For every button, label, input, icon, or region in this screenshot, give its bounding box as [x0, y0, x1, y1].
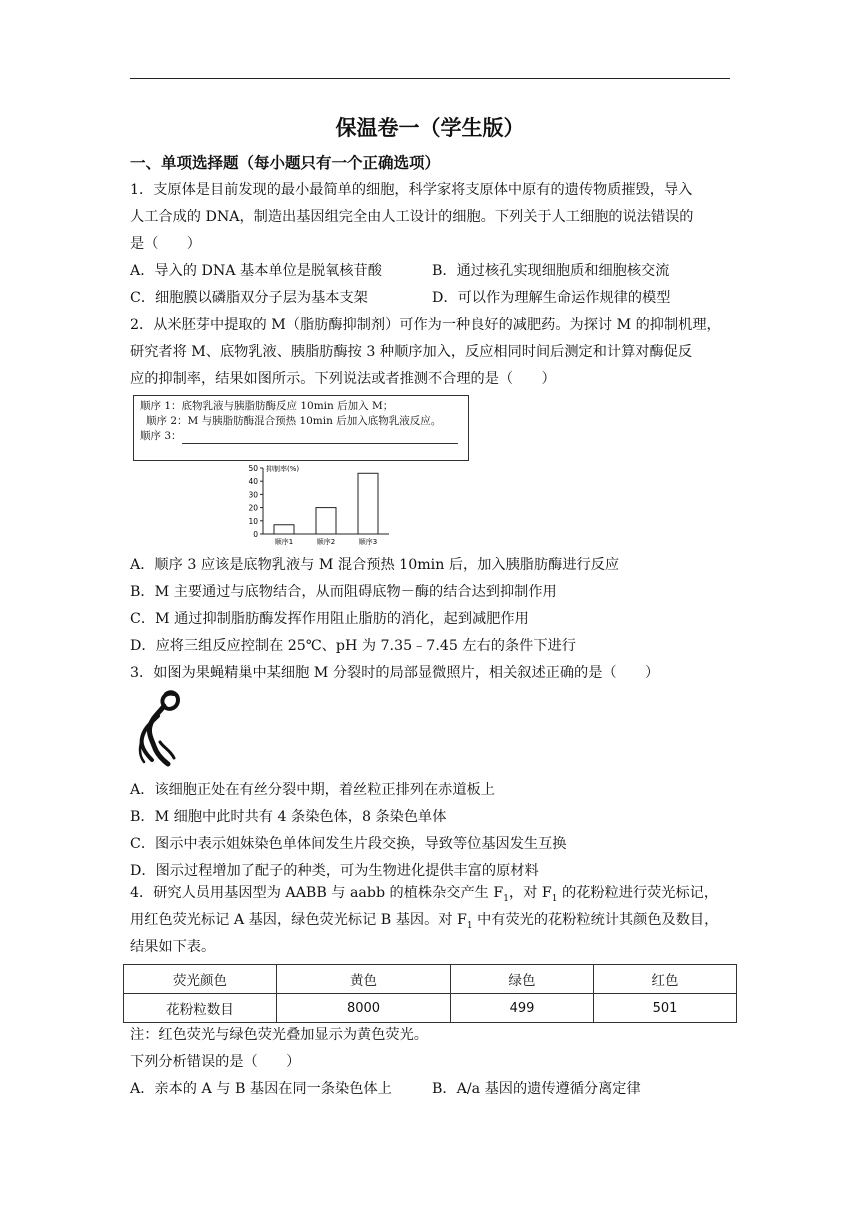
q4-stem-line-2: [130, 911, 718, 935]
q1-option-d: D．可以作为理解生命运作规律的模型: [432, 290, 671, 306]
procedure-3: 顺序 3：: [140, 430, 182, 442]
chart-plot: [248, 464, 389, 546]
y-tick-label: 0: [253, 530, 258, 539]
q4-ask: 下列分析错误的是（ ）: [130, 1054, 301, 1070]
table-header-row: [124, 965, 737, 994]
y-tick-label: 40: [248, 477, 258, 487]
q3-option-c: C．图示中表示姐妹染色单体间发生片段交换，导致等位基因发生互换: [130, 836, 567, 852]
page-title: 保温卷一（学生版）: [335, 116, 525, 140]
table-cell: 501: [594, 994, 737, 1023]
bar-顺序1: [274, 525, 294, 534]
q4-option-a: A．亲本的 A 与 B 基因在同一条染色体上: [130, 1081, 392, 1097]
q4-stem-2a: 用红色荧光标记 A 基因，绿色荧光标记 B 基因。对 F: [130, 912, 467, 928]
q4-stem-2-sub: 1: [466, 920, 473, 931]
procedure-3-row: [140, 429, 468, 444]
q1-stem-line-2: 人工合成的 DNA，制造出基因组完全由人工设计的细胞。下列关于人工细胞的说法错误的: [130, 209, 694, 225]
q1-option-a: A．导入的 DNA 基本单位是脱氧核苷酸: [130, 263, 382, 279]
table-row: [124, 994, 737, 1023]
q4-stem-1-sub2: 1: [551, 893, 558, 904]
table-header-cell: 荧光颜色: [124, 965, 277, 994]
y-tick-label: 50: [248, 464, 258, 473]
q2-option-b: B．M 主要通过与底物结合，从而阻碍底物－酶的结合达到抑制作用: [130, 584, 557, 600]
q4-stem-line-3: 结果如下表。: [130, 939, 216, 955]
table-cell: 499: [451, 994, 594, 1023]
procedure-3-blank: [182, 433, 458, 444]
q2-stem-line-2: 研究者将 M、底物乳液、胰脂肪酶按 3 种顺序加入，反应相同时间后测定和计算对酶促反: [130, 344, 693, 360]
q3-option-b: B．M 细胞中此时共有 4 条染色体，8 条染色单体: [130, 809, 447, 825]
q3-stem: 3．如图为果蝇精巢中某细胞 M 分裂时的局部显微照片，相关叙述正确的是（ ）: [130, 665, 660, 681]
q4-stem-1b: ，对 F: [508, 885, 552, 901]
q1-option-c: C．细胞膜以磷脂双分子层为基本支架: [130, 290, 368, 306]
q4-stem-1c: 的花粉粒进行荧光标记，: [557, 885, 719, 901]
y-tick-label: 20: [248, 503, 258, 513]
y-tick-label: 10: [248, 516, 258, 526]
bar-顺序3: [358, 473, 378, 534]
q3-option-a: A．该细胞正处在有丝分裂中期，着丝粒正排列在赤道板上: [130, 782, 495, 798]
q2-option-c: C．M 通过抑制脂肪酶发挥作用阻止脂肪的消化，起到减肥作用: [130, 611, 529, 627]
x-tick-label: 顺序3: [358, 538, 378, 546]
table-cell: 8000: [277, 994, 451, 1023]
table-header-cell: 红色: [594, 965, 737, 994]
inhibition-bar-chart: [225, 462, 395, 548]
bar-顺序2: [316, 508, 336, 534]
x-tick-label: 顺序2: [316, 538, 336, 546]
y-axis-label: 抑制率(%): [266, 465, 300, 473]
q4-note: 注：红色荧光与绿色荧光叠加显示为黄色荧光。: [130, 1027, 428, 1043]
q1-option-b: B．通过核孔实现细胞质和细胞核交流: [432, 263, 670, 279]
top-rule: [130, 78, 730, 79]
procedure-1: 顺序 1：底物乳液与胰脂肪酶反应 10min 后加入 M；: [140, 400, 394, 412]
procedure-box: [133, 395, 469, 461]
q2-option-a: A．顺序 3 应该是底物乳液与 M 混合预热 10min 后，加入胰脂肪酶进行反应: [130, 557, 620, 573]
procedure-2: 顺序 2：M 与胰脂肪酶混合预热 10min 后加入底物乳液反应。: [146, 415, 442, 427]
q2-stem-line-3: 应的抑制率，结果如图所示。下列说法或者推测不合理的是（ ）: [130, 371, 556, 387]
q4-stem-line-1: [130, 884, 718, 908]
q4-stem-1-sub: 1: [503, 893, 509, 904]
table-header-cell: 黄色: [277, 965, 451, 994]
q2-option-d: D．应将三组反应控制在 25℃、pH 为 7.35﹣7.45 左右的条件下进行: [130, 638, 576, 654]
table-header-cell: 绿色: [451, 965, 594, 994]
x-tick-label: 顺序1: [274, 538, 294, 546]
table-cell: 花粉粒数目: [124, 994, 277, 1023]
q4-stem-1a: 4．研究人员用基因型为 AABB 与 aabb 的植株杂交产生 F: [130, 885, 504, 901]
q2-stem-line-1: 2．从米胚芽中提取的 M（脂肪酶抑制剂）可作为一种良好的减肥药。为探讨 M 的抑制机理，: [130, 317, 721, 333]
fluorescence-table: [123, 964, 737, 1023]
q1-stem-line-3: 是（ ）: [130, 236, 201, 252]
chromosome-micrograph: [134, 688, 194, 772]
q4-stem-2b: 中有荧光的花粉粒统计其颜色及数目，: [472, 912, 719, 928]
q4-option-b: B．A/a 基因的遗传遵循分离定律: [432, 1081, 641, 1097]
q3-option-d: D．图示过程增加了配子的种类，可为生物进化提供丰富的原材料: [130, 863, 539, 879]
q1-stem-line-1: 1．支原体是目前发现的最小最简单的细胞，科学家将支原体中原有的遗传物质摧毁，导入: [130, 182, 693, 198]
section-heading: 一、单项选择题（每小题只有一个正确选项）: [130, 154, 441, 172]
y-tick-label: 30: [248, 490, 258, 500]
